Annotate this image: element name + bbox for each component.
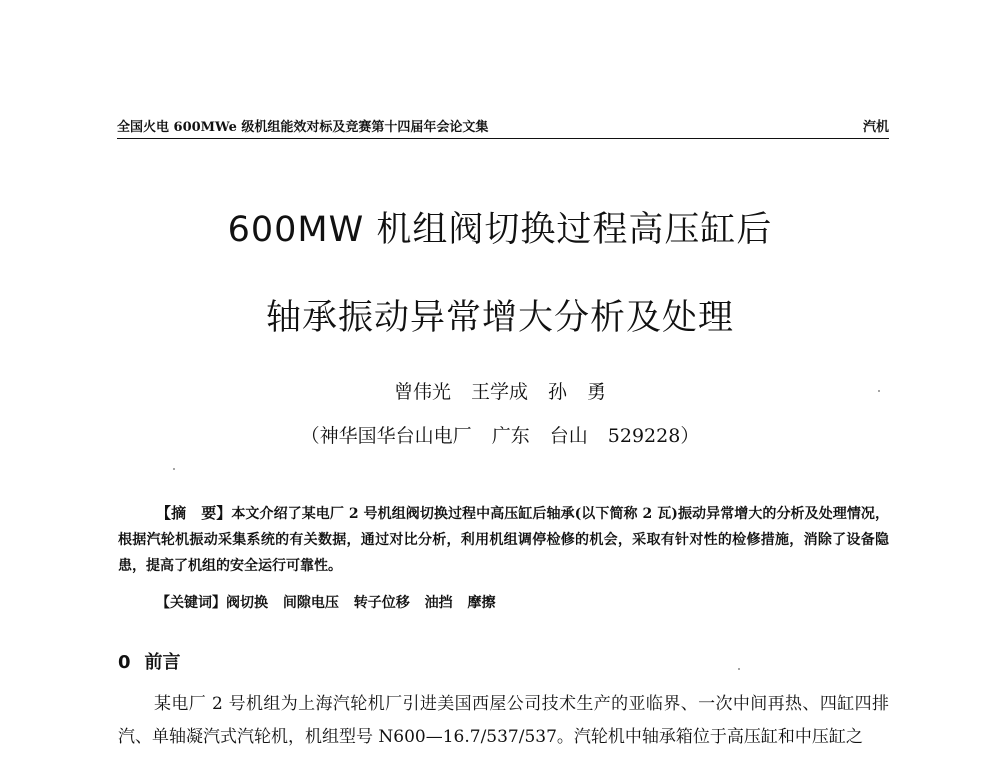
keywords [156,592,496,612]
abstract-label: 【摘 要】 [156,504,232,522]
scan-speck [878,390,880,392]
section-category: 汽机 [862,120,889,135]
body-paragraph: 某电厂 2 号机组为上海汽轮机厂引进美国西屋公司技术生产的亚临界、一次中间再热、四缸四排汽、单轴凝汽式汽轮机，机组型号 N600—16.7/537/537。汽轮机中轴承箱位于高压缸和中压缸之 [118,694,889,747]
proceedings-title: 全国火电 600MWe 级机组能效对标及竞赛第十四届年会论文集 [117,120,489,135]
scan-speck [738,668,740,670]
scan-speck [173,468,175,470]
author-list: 曾伟光 王学成 孙 勇 [393,381,607,403]
section-heading [118,648,181,674]
abstract-text: 本文介绍了某电厂 2 号机组阀切换过程中高压缸后轴承(以下简称 2 瓦)振动异常增大的分析及处理情况，根据汽轮机振动采集系统的有关数据，通过对比分析，利用机组调停检修的机会，采取有针对性的检修措施，消除了设备隐患，提高了机组的安全运行可靠性。 [118,506,889,574]
section-title: 前言 [144,652,181,673]
running-header [117,112,889,139]
paper-title-line-1: 600MW 机组阀切换过程高压缸后 [227,210,773,250]
abstract [118,500,889,579]
author-affiliation: （神华国华台山电厂 广东 台山 529228） [300,425,700,447]
keywords-text: 阀切换 间隙电压 转子位移 油挡 摩擦 [226,595,496,611]
section-number: 0 [118,652,131,673]
paper-title-line-2: 轴承振动异常增大分析及处理 [265,298,734,338]
keywords-label: 【关键词】 [156,595,226,611]
